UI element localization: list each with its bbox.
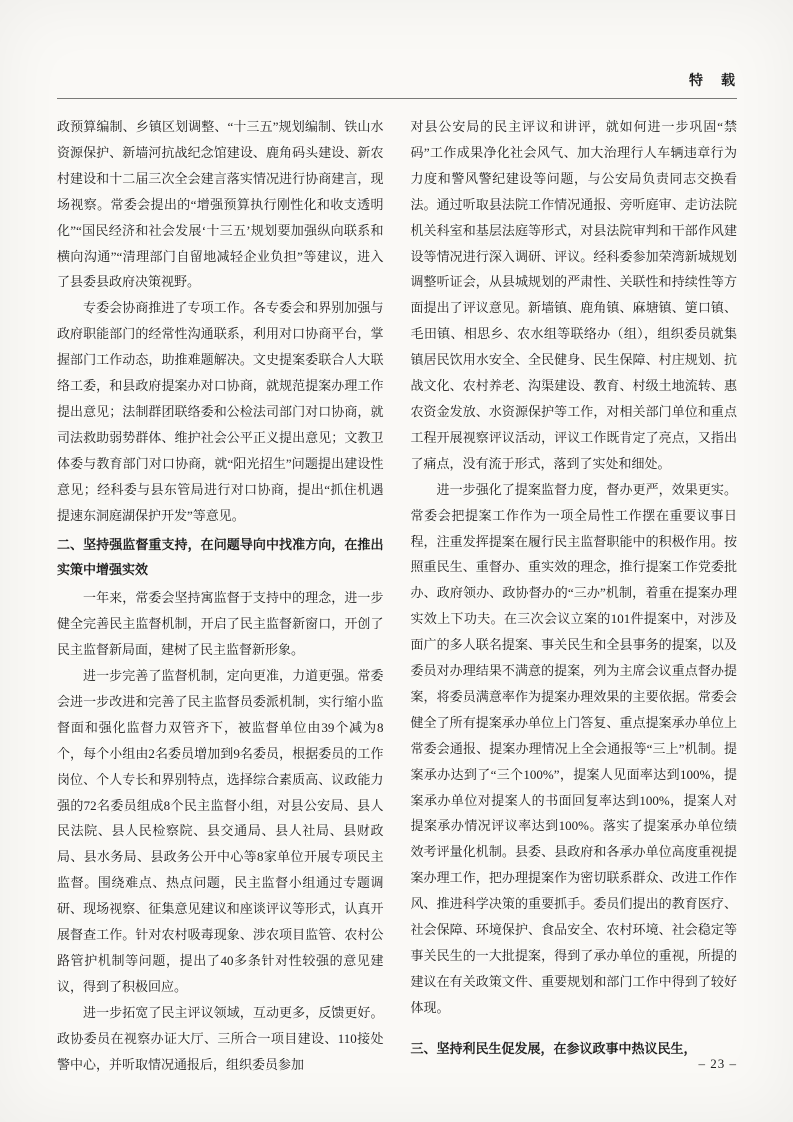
paragraph: 进一步拓宽了民主评议领域，互动更多，反馈更好。政协委员在视察办证大厅、三所合一项目建设、110接处警中心，并听取情况通报后，组织委员参加 (57, 1004, 384, 1072)
section-heading-3: 三、坚持利民生促发展，在参议政事中热议民生， (410, 1040, 697, 1056)
paragraph: 一年来，常委会坚持寓监督于支持中的理念，进一步健全完善民主监督机制，开启了民主监督新窗口，开创了民主监督新局面，建树了民主监督新形象。 (57, 590, 384, 658)
paragraph: 专委会协商推进了专项工作。各专委会和界别加强与政府职能部门的经常性沟通联系，利用对口协商平台，掌握部门工作动态，助推难题解决。文史提案委联合人大联络工委，和县政府提案办对口协商，就规范提案办理工作提出意见；法制群团联络委和公检法司部门对口协商，就司法救助弱势群体、维护社会公平正义提出意见；文教卫体委与教育部门对口协商，就“阳光招生”问题提出建设性意见；经科委与县东管局进行对口协商，提出“抓住机遇提速东洞庭湖保护开发”等意见。 (57, 300, 384, 523)
header-label: 特 载 (689, 74, 737, 89)
paragraph-continuation: 对县公安局的民主评议和讲评，就如何进一步巩固“禁码”工作成果净化社会风气、加大治理行人车辆违章行为力度和警风警纪建设等问题，与公安局负责同志交换看法。通过听取县法院工作情况通报、旁听庭审、走访法院机关科室和基层法庭等形式，对县法院审判和干部作风建设等情况进行深入调研、评议。经科委参加荣湾新城规划调整听证会，从县城规划的严肃性、关联性和持续性等方面提出了评议意见。新墙镇、鹿角镇、麻塘镇、筻口镇、毛田镇、相思乡、农水组等联络办（组），组织委员就集镇居民饮用水安全、全民健身、民生保障、村庄规划、抗战文化、农村养老、沟渠建设、教育、村级土地流转、惠农资金发放、水资源保护等工作，对相关部门单位和重点工程开展视察评议活动，评议工作既肯定了亮点，又指出了痛点，没有流于形式，落到了实处和细处。 (410, 119, 737, 471)
page-footer (699, 1056, 738, 1072)
page-header (57, 70, 737, 90)
paragraph: 进一步完善了监督机制，定向更准，力道更强。常委会进一步改进和完善了民主监督员委派机制，实行缩小监督面和强化监督力双管齐下，被监督单位由39个减为8个，每个小组由2名委员增加到9名委员，根据委员的工作岗位、个人专长和界别特点，选择综合素质高、议政能力强的72名委员组成8个民主监督小组，对县公安局、县人民法院、县人民检察院、县交通局、县人社局、县财政局、县水务局、县政务公开中心等8家单位开展专项民主监督。围绕难点、热点问题，民主监督小组通过专题调研、现场视察、征集意见建议和座谈评议等形式，认真开展督查工作。针对农村吸毒现象、涉农项目监管、农村公路管护机制等问题，提出了40多条针对性较强的意见建议，得到了积极回应。 (57, 668, 384, 994)
right-column (410, 114, 738, 1056)
header-rule (57, 98, 737, 99)
section-heading-2: 二、坚持强监督重支持，在问题导向中找准方向，在推出实策中增强实效 (57, 536, 384, 578)
paragraph-continuation: 政预算编制、乡镇区划调整、“十三五”规划编制、铁山水资源保护、新墙河抗战纪念馆建设、鹿角码头建设、新农村建设和十二届三次全会建言落实情况进行协商建言，现场视察。常委会提出的“增强预算执行刚性化和收支透明化”“国民经济和社会发展‘十三五’规划要加强纵向联系和横向沟通”“清理部门自留地减轻企业负担”等建议，进入了县委县政府决策视野。 (57, 119, 384, 290)
page-number: – 23 – (698, 1056, 737, 1071)
left-column (57, 114, 384, 1072)
paragraph: 进一步强化了提案监督力度，督办更严，效果更实。常委会把提案工作作为一项全局性工作摆在重要议事日程，注重发挥提案在履行民主监督职能中的积极作用。按照重民生、重督办、重实效的理念，推行提案工作党委批办、政府领办、政协督办的“三办”机制，着重在提案办理实效上下功夫。在三次会议立案的101件提案中，对涉及面广的多人联名提案、事关民生和全县事务的提案，以及委员对办理结果不满意的提案，列为主席会议重点督办提案，将委员满意率作为提案办理效果的主要依据。常委会健全了所有提案承办单位上门答复、重点提案承办单位上常委会通报、提案办理情况上全会通报等“三上”机制。提案承办达到了“三个100%”，提案人见面率达到100%，提案承办单位对提案人的书面回复率达到100%，提案人对提案承办情况评议率达到100%。落实了提案承办单位绩效考评量化机制。县委、县政府和各承办单位高度重视提案办理工作，把办理提案作为密切联系群众、改进工作作风、推进科学决策的重要抓手。委员们提出的教育医疗、社会保障、环境保护、食品安全、农村环境、社会稳定等事关民生的一大批提案，得到了承办单位的重视，所提的建议在有关政策文件、重要规划和部门工作中得到了较好体现。 (410, 481, 737, 1015)
